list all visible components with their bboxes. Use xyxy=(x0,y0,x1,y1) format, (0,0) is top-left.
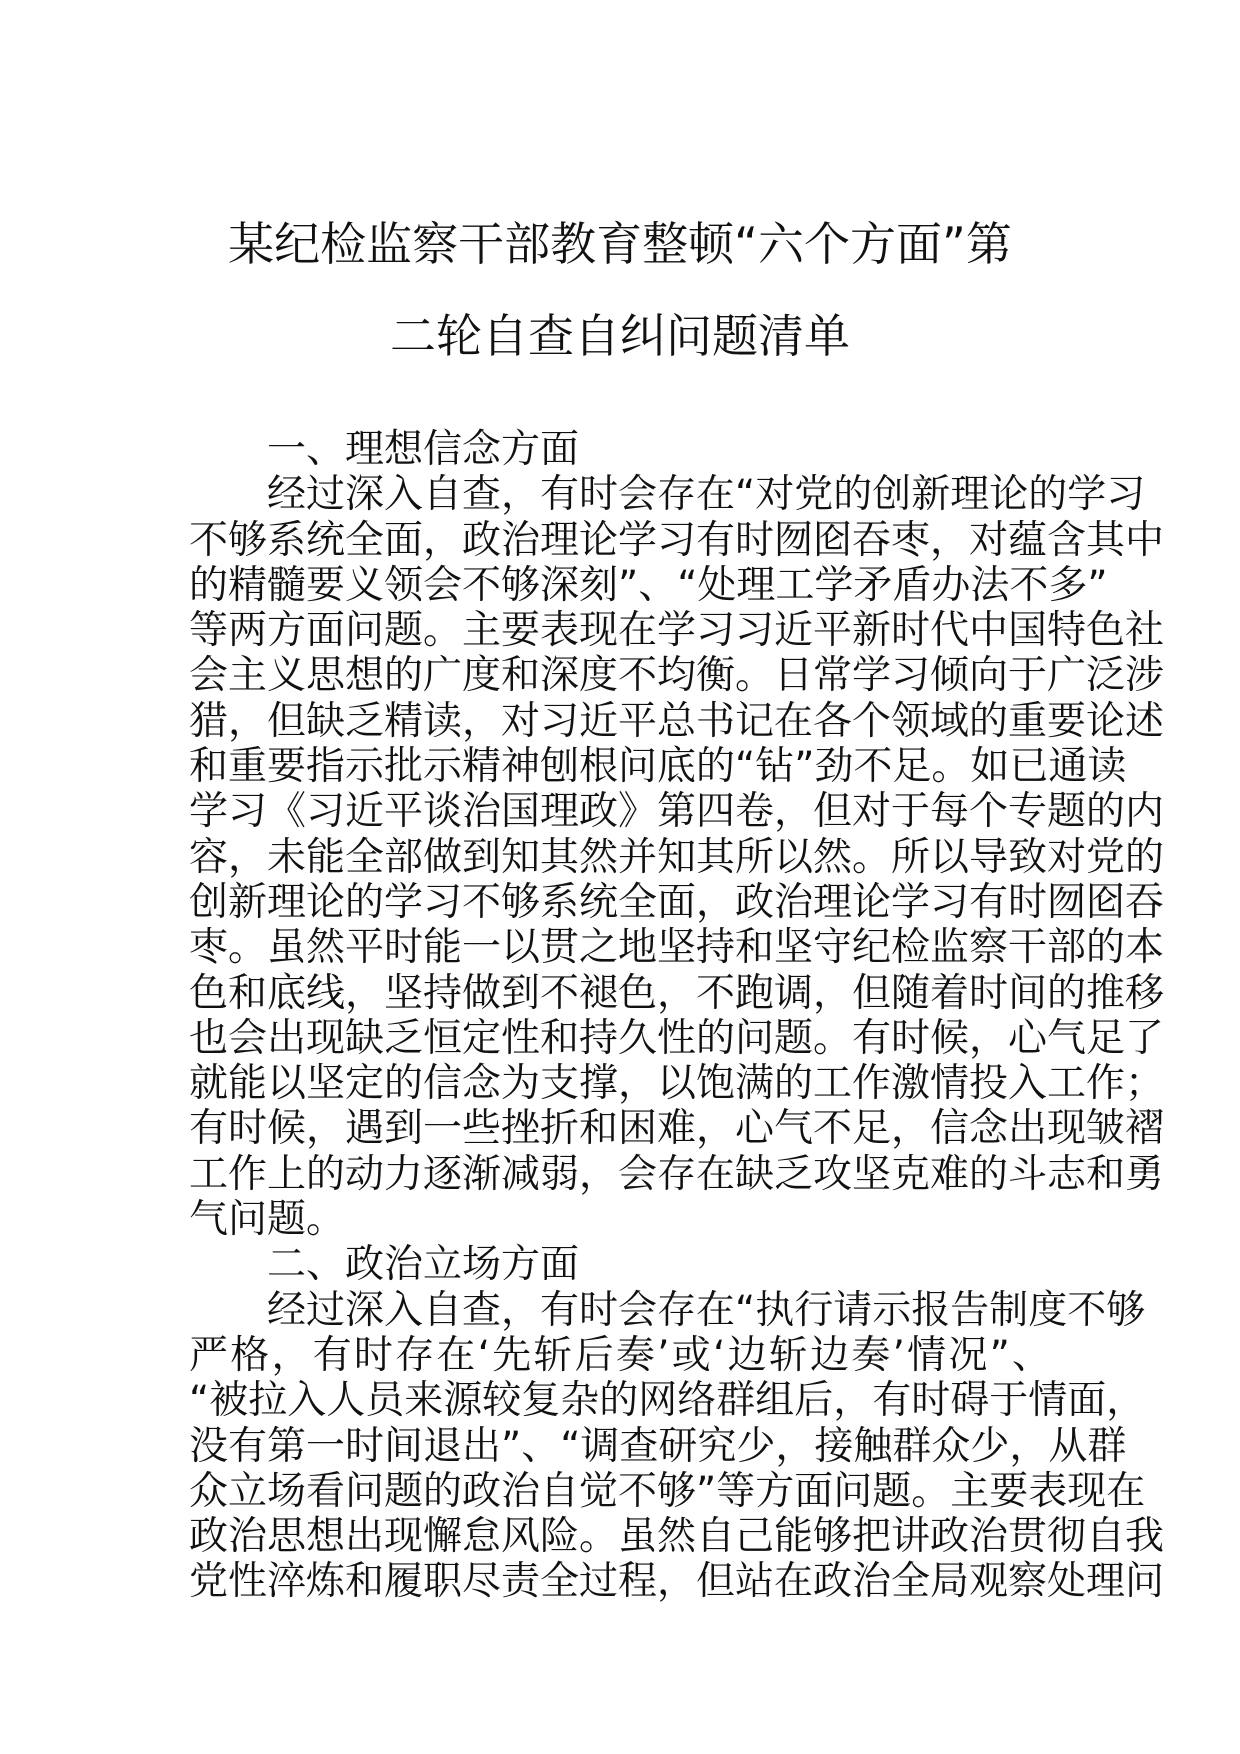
text-line: 经过深入自查，有时会存在“执行请示报告制度不够 xyxy=(267,1287,1146,1333)
text-line: 容，未能全部做到知其然并知其所以然。所以导致对党的 xyxy=(189,834,1165,880)
text-line: 会主义思想的广度和深度不均衡。日常学习倾向于广泛涉 xyxy=(189,653,1165,699)
text-line: 猎，但缺乏精读，对习近平总书记在各个领域的重要论述 xyxy=(189,698,1165,744)
section-heading: 二、政治立场方面 xyxy=(267,1242,580,1288)
text-line: 学习《习近平谈治国理政》第四卷，但对于每个专题的内 xyxy=(189,789,1165,835)
text-line: 严格，有时存在‘先斩后奏’或‘边斩边奏’情况”、 xyxy=(189,1332,1051,1378)
document-body xyxy=(189,427,1165,1605)
text-line: 也会出现缺乏恒定性和持久性的问题。有时候，心气足了 xyxy=(189,1015,1165,1061)
text-line: 的精髓要义领会不够深刻”、“处理工学矛盾办法不多” xyxy=(189,562,1108,608)
section-heading: 一、理想信念方面 xyxy=(267,427,580,472)
title-line-1: 某纪检监察干部教育整顿“六个方面”第 xyxy=(228,217,1012,271)
text-line: 经过深入自查，有时会存在“对党的创新理论的学习 xyxy=(267,472,1146,518)
text-line: 枣。虽然平时能一以贯之地坚持和坚守纪检监察干部的本 xyxy=(189,925,1165,971)
text-line: 气问题。 xyxy=(189,1197,346,1243)
text-line: 政治思想出现懈怠风险。虽然自己能够把讲政治贯彻自我 xyxy=(189,1514,1165,1560)
text-line: 众立场看问题的政治自觉不够”等方面问题。主要表现在 xyxy=(189,1468,1146,1514)
text-line: “被拉入人员来源较复杂的网络群组后，有时碍于情面， xyxy=(189,1378,1146,1424)
text-line: 有时候，遇到一些挫折和困难，心气不足，信念出现皱褶 xyxy=(189,1106,1165,1152)
text-line: 色和底线，坚持做到不褪色，不跑调，但随着时间的推移 xyxy=(189,970,1165,1016)
text-line: 不够系统全面，政治理论学习有时囫囵吞枣，对蕴含其中 xyxy=(189,517,1165,563)
text-line: 等两方面问题。主要表现在学习习近平新时代中国特色社 xyxy=(189,608,1165,654)
document-title xyxy=(0,198,1240,382)
text-line: 创新理论的学习不够系统全面，政治理论学习有时囫囵吞 xyxy=(189,879,1165,925)
text-line: 没有第一时间退出”、“调查研究少，接触群众少，从群 xyxy=(189,1423,1127,1469)
text-line: 工作上的动力逐渐减弱，会存在缺乏攻坚克难的斗志和勇 xyxy=(189,1151,1165,1197)
text-line: 就能以坚定的信念为支撑，以饱满的工作激情投入工作； xyxy=(189,1061,1165,1107)
title-line-2: 二轮自查自纠问题清单 xyxy=(390,309,850,363)
text-line: 和重要指示批示精神刨根问底的“钻”劲不足。如已通读 xyxy=(189,744,1127,790)
text-line: 党性淬炼和履职尽责全过程，但站在政治全局观察处理问 xyxy=(189,1559,1165,1605)
